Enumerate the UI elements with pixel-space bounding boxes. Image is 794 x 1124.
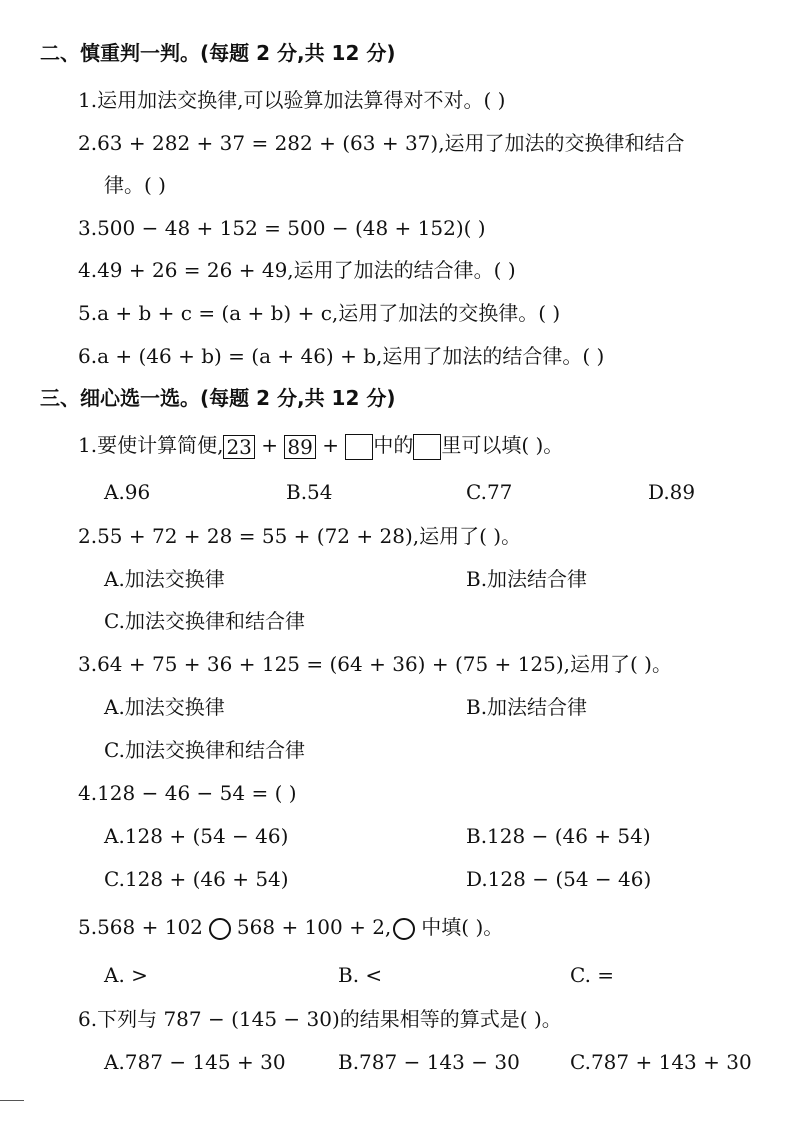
s3-question-5 (78, 914, 503, 940)
s3-q4-option-d: D.128 − (54 − 46) (466, 867, 652, 891)
s3-q1-suffix: 里可以填( )。 (441, 433, 564, 457)
s3-q1-plus2: + (315, 433, 346, 457)
section3-heading: 三、细心选一选。(每题 2 分,共 12 分) (40, 386, 396, 410)
s3-q5-part2: 568 + 100 + 2, (236, 915, 392, 939)
margin-mark (0, 1100, 24, 1101)
s3-q2-option-c: C.加法交换律和结合律 (104, 609, 305, 633)
comparison-circle-1 (209, 918, 231, 940)
s3-q1-option-b: B.54 (286, 480, 333, 504)
s3-q6-option-c: C.787 + 143 + 30 (570, 1050, 752, 1074)
s2-question-2-line1: 2.63 + 282 + 37 = 282 + (63 + 37),运用了加法的交换律和结合 (78, 131, 685, 155)
s3-q1-box-89: 89 (284, 435, 315, 459)
comparison-circle-2 (393, 918, 415, 940)
s3-q1-blank-box (345, 434, 373, 460)
s3-q1-box-23: 23 (223, 435, 254, 459)
s3-question-4: 4.128 − 46 − 54 = ( ) (78, 781, 297, 805)
s3-q1-prefix: 1.要使计算简便, (78, 433, 224, 457)
s3-q4-option-c: C.128 + (46 + 54) (104, 867, 289, 891)
s3-q2-option-b: B.加法结合律 (466, 567, 588, 591)
s3-q2-option-a: A.加法交换律 (104, 567, 225, 591)
s3-q5-part1: 5.568 + 102 (78, 915, 203, 939)
s2-question-2-line2: 律。( ) (104, 173, 166, 197)
s3-q3-option-c: C.加法交换律和结合律 (104, 738, 305, 762)
s2-question-6: 6.a + (46 + b) = (a + 46) + b,运用了加法的结合律。( ) (78, 344, 605, 368)
s3-q1-option-d: D.89 (648, 480, 696, 504)
s2-question-5: 5.a + b + c = (a + b) + c,运用了加法的交换律。( ) (78, 301, 561, 325)
s3-q6-option-a: A.787 − 145 + 30 (104, 1050, 286, 1074)
s3-q1-option-a: A.96 (104, 480, 151, 504)
s3-q1-blank-box-2 (413, 434, 441, 460)
s3-q1-option-c: C.77 (466, 480, 513, 504)
section2-heading: 二、慎重判一判。(每题 2 分,共 12 分) (40, 41, 396, 65)
s3-q1-mid: 中的 (373, 433, 414, 457)
s3-q5-option-c: C. = (570, 963, 615, 987)
s3-q5-option-b: B. < (338, 963, 383, 987)
s3-question-3: 3.64 + 75 + 36 + 125 = (64 + 36) + (75 + 125),运用了( )。 (78, 652, 672, 676)
s2-question-4: 4.49 + 26 = 26 + 49,运用了加法的结合律。( ) (78, 258, 516, 282)
s3-q4-option-b: B.128 − (46 + 54) (466, 824, 651, 848)
s2-question-1: 1.运用加法交换律,可以验算加法算得对不对。( ) (78, 88, 506, 112)
s3-question-6: 6.下列与 787 − (145 − 30)的结果相等的算式是( )。 (78, 1007, 562, 1031)
s3-q3-option-a: A.加法交换律 (104, 695, 225, 719)
s3-q4-option-a: A.128 + (54 − 46) (104, 824, 289, 848)
s2-question-3: 3.500 − 48 + 152 = 500 − (48 + 152)( ) (78, 216, 486, 240)
s3-question-1 (78, 432, 563, 460)
s3-question-2: 2.55 + 72 + 28 = 55 + (72 + 28),运用了( )。 (78, 524, 522, 548)
s3-q3-option-b: B.加法结合律 (466, 695, 588, 719)
s3-q5-part3: 中填( )。 (421, 915, 504, 939)
s3-q1-plus1: + (254, 433, 285, 457)
s3-q5-option-a: A. > (104, 963, 148, 987)
s3-q6-option-b: B.787 − 143 − 30 (338, 1050, 520, 1074)
